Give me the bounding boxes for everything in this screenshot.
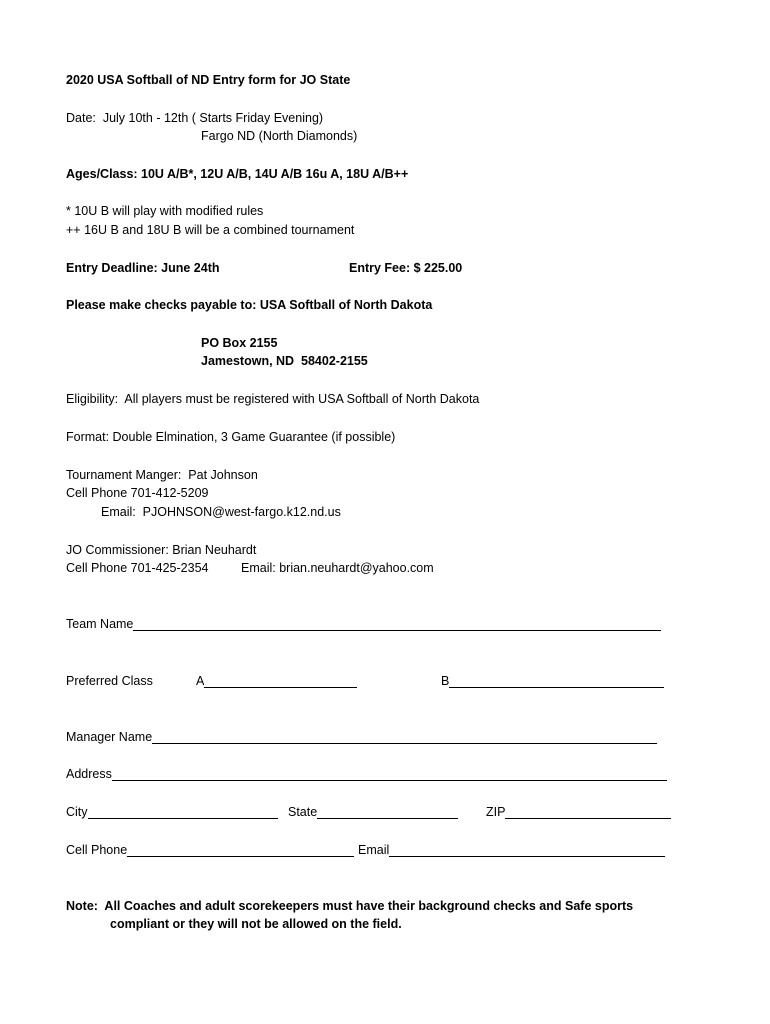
mailing-address-line2: Jamestown, ND 58402-2155 [201,354,368,368]
zip-field[interactable] [505,806,671,819]
format-line: Format: Double Elmination, 3 Game Guarantee (if possible) [66,430,396,444]
manager-name-row [66,729,657,745]
class-a-field[interactable] [204,675,357,688]
state-field[interactable] [317,806,458,819]
email-row [358,842,665,858]
state-label: State [288,805,318,819]
entry-deadline: Entry Deadline: June 24th [66,261,220,275]
commissioner-cell: Cell Phone 701-425-2354 [66,561,209,575]
tournament-manager-email: Email: PJOHNSON@west-fargo.k12.nd.us [101,505,341,519]
manager-name-label: Manager Name [66,730,153,744]
preferred-class-label: Preferred Class [66,674,153,688]
zip-label: ZIP [486,805,506,819]
eligibility-line: Eligibility: All players must be registered with USA Softball of North Dakota [66,392,480,406]
cell-phone-label: Cell Phone [66,843,128,857]
city-field[interactable] [88,806,278,819]
commissioner-name: JO Commissioner: Brian Neuhardt [66,543,257,557]
ages-class-line: Ages/Class: 10U A/B*, 12U A/B, 14U A/B 16u A, 18U A/B++ [66,167,409,181]
tournament-manager-name: Tournament Manger: Pat Johnson [66,468,258,482]
city-label: City [66,805,88,819]
class-a-label: A [196,674,205,688]
cell-phone-field[interactable] [127,844,354,857]
date-line: Date: July 10th - 12th ( Starts Friday Evening) [66,111,324,125]
class-a-row [196,673,357,689]
commissioner-email: Email: brian.neuhardt@yahoo.com [241,561,434,575]
manager-name-field[interactable] [152,731,657,744]
address-label: Address [66,767,112,781]
form-title: 2020 USA Softball of ND Entry form for JO State [66,73,351,87]
note-10u: * 10U B will play with modified rules [66,204,264,218]
preferred-class-row [66,673,153,689]
state-row [288,804,458,820]
class-b-field[interactable] [449,675,664,688]
class-b-label: B [441,674,450,688]
zip-row [486,804,671,820]
team-name-field[interactable] [133,618,661,631]
payable-to-line: Please make checks payable to: USA Softball of North Dakota [66,298,433,312]
email-label: Email [358,843,390,857]
address-field[interactable] [112,768,667,781]
team-name-label: Team Name [66,617,134,631]
entry-fee: Entry Fee: $ 225.00 [349,261,463,275]
note-16u-18u: ++ 16U B and 18U B will be a combined tournament [66,223,355,237]
note-line2: compliant or they will not be allowed on the field. [110,917,402,931]
team-name-row [66,616,661,632]
email-field[interactable] [389,844,665,857]
note-line1: Note: All Coaches and adult scorekeepers must have their background checks and Safe sports [66,899,634,913]
cell-phone-row [66,842,354,858]
class-b-row [441,673,664,689]
city-row [66,804,278,820]
mailing-address-line1: PO Box 2155 [201,336,278,350]
tournament-manager-cell: Cell Phone 701-412-5209 [66,486,209,500]
address-row [66,766,667,782]
location-line: Fargo ND (North Diamonds) [201,129,358,143]
